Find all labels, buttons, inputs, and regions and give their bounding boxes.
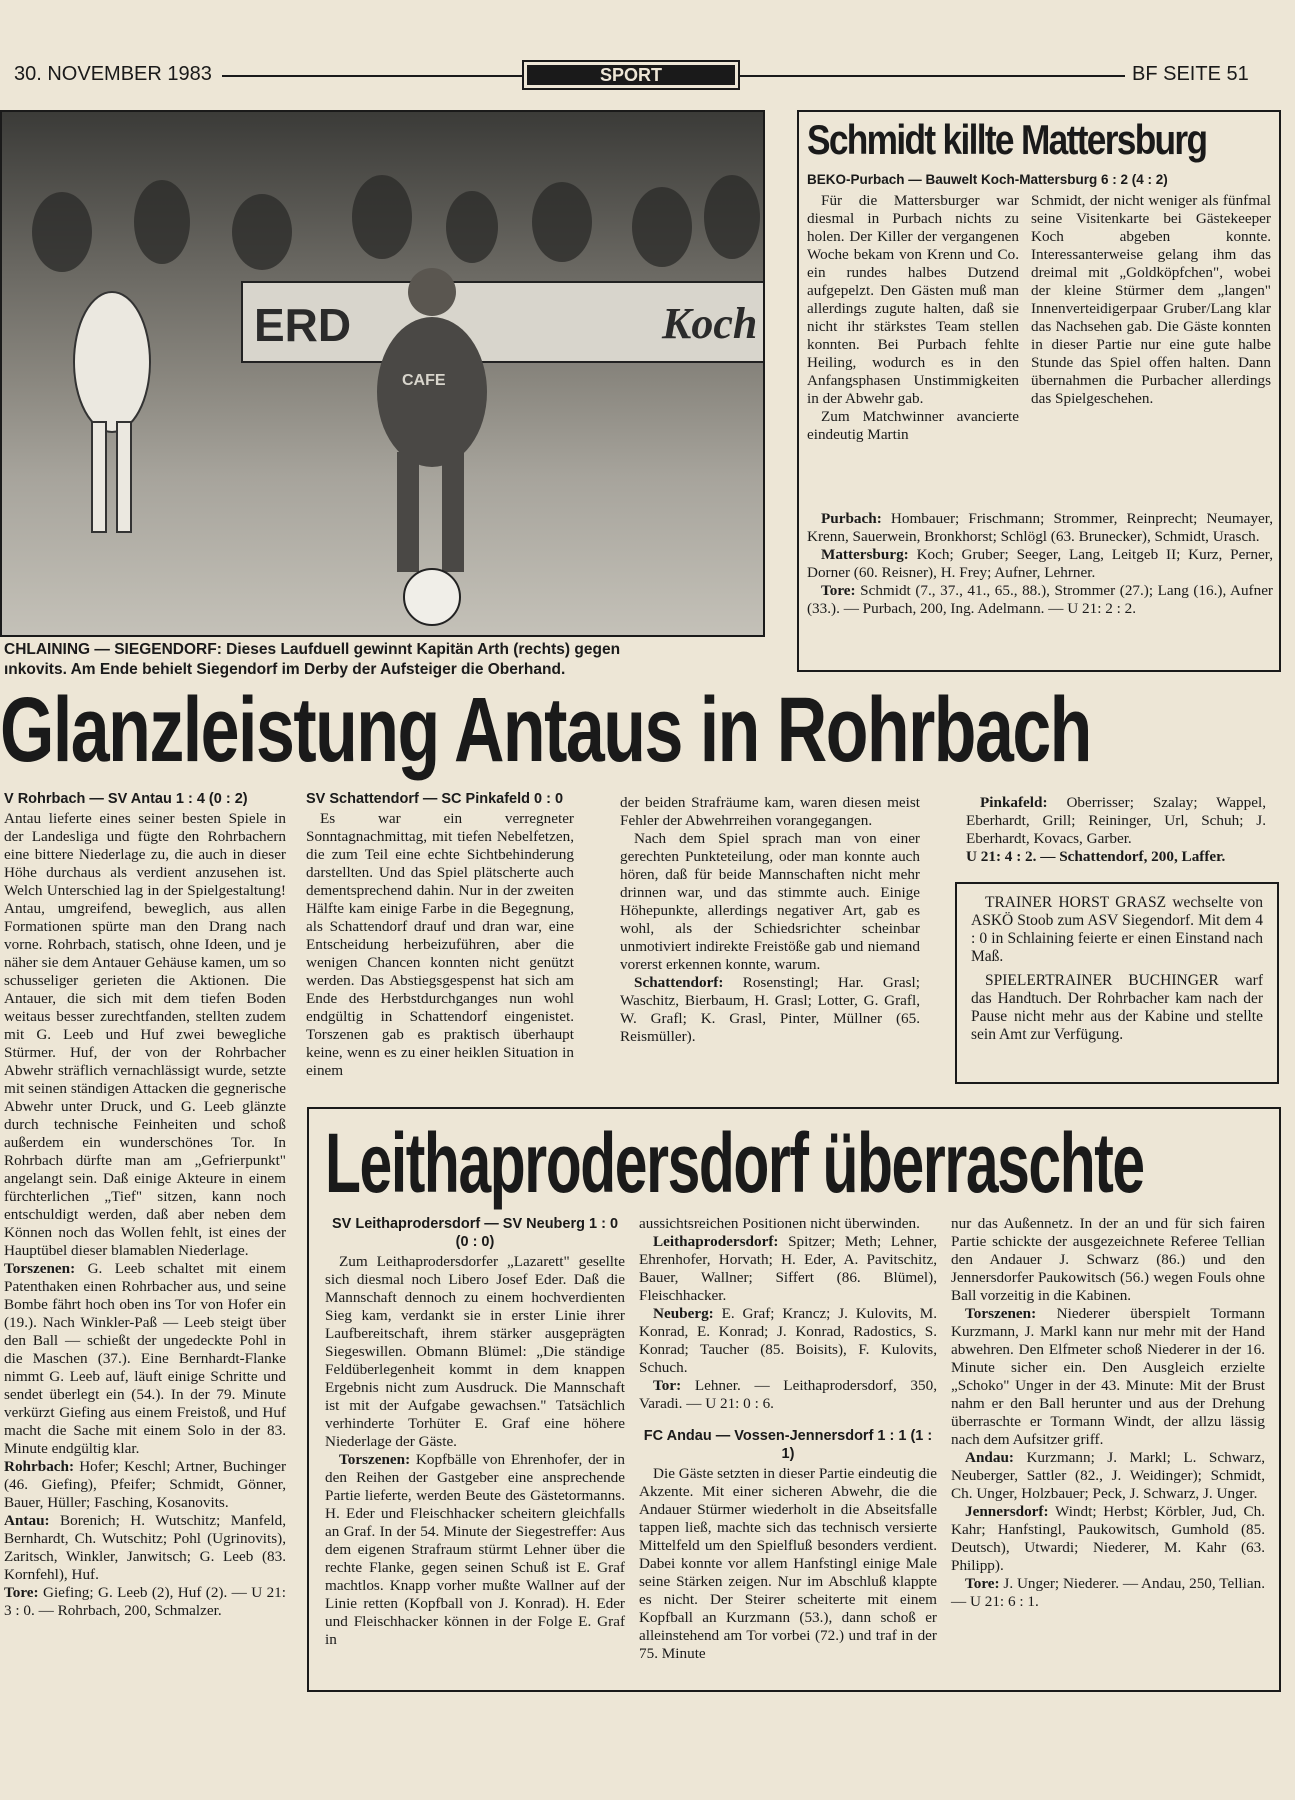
page-header: [0, 60, 1295, 94]
andau-text-2: nur das Außennetz. In der an und für sich fairen Partie schickte der ausgezeichnete Referee Tellian den Andauer J. Schwarz (86.) und den Jennersdorfer Paukowitsch (56.) wegen Fouls ohne Ball vorzeitig in die Kabinen.: [951, 1215, 1265, 1304]
news-text-1: wechselte von ASKÖ Stoob zum ASV Siegendorf. Mit dem 4 : 0 in Schlaining feierte er einen Einstand nach Maß.: [971, 894, 1263, 965]
lineup-text: Kurzmann; J. Markl; L. Schwarz, Neuberger, Sattler (82., J. Weidinger); Schmidt, Ch. Unger, Holzbauer; Peck, J. Schwarz, J. Unger.: [951, 1449, 1265, 1502]
news-content: [971, 894, 1263, 1044]
sign-right: Koch: [662, 299, 758, 348]
scenes-label: Torszenen:: [339, 1451, 411, 1468]
goals-text: Giefing; G. Leeb (2), Huf (2). — U 21: 3 : 0. — Rohrbach, 200, Schmalzer.: [4, 1584, 286, 1619]
schattendorf-text-3: Nach dem Spiel sprach man von einer gerechten Punkteteilung, oder man konnte auch hören, daß für beide Mannschaften nicht mehr drinnen war, und das stimmte auch. Einige Höhepunkte, allerdings negativer Art, gab es wohl, als der Schiedsrichter scheinbar unmotiviert indirekte Freistöße gab und niemand vorerst erkennen konnte, warum.: [620, 830, 920, 973]
lineup-text: E. Graf; Krancz; J. Kulovits, M. Konrad, E. Konrad; J. Konrad, Radostics, S. Konrad; Taucher (85. Boisits), F. Kulovits, Schuch.: [639, 1305, 937, 1376]
lineup-text: Borenich; H. Wutschitz; Manfeld, Bernhardt, Ch. Wutschitz; Pohl (Ugrinovits), Zaritsch, Winkler, Janwitsch; G. Leeb (83. Kornfehl), Huf.: [4, 1512, 287, 1583]
schmidt-article: [797, 110, 1281, 672]
schmidt-text-1: Für die Mattersburger war diesmal in Purbach nichts zu holen. Der Killer der vergangenen Woche bekam von Krenn und Co. ein rundes halbes Dutzend aufgepelzt. Den Gästen muß man allerdings zugute halten, daß sie nicht ihr stärkstes Team stellen konnten. Bei Purbach fehlte Heiling, wodurch es in den Anfangsphasen Unstimmigkeiten in der Abwehr gab.: [807, 192, 1019, 407]
lineup-text: Spitzer; Meth; Lehner, Ehrenhofer, Horvath; H. Eder, A. Pavitschitz, Bauer, Wallner; Siffert (86. Blümel), Fleischhacker.: [639, 1233, 938, 1304]
news-box: [955, 882, 1279, 1084]
leitha-text-2: aussichtsreichen Positionen nicht überwinden.: [639, 1215, 920, 1232]
lineup-label: Schattendorf:: [634, 974, 724, 991]
lineup-text: Koch; Gruber; Seeger, Lang, Leitgeb II; Kurz, Perner, Dorner (60. Reisner), H. Frey; Aufner, Lehrner.: [807, 546, 1274, 581]
schmidt-text-3: Schmidt, der nicht weniger als fünfmal seine Visitenkarte bei Gästekeeper Koch abgeben konnte. Interessanterweise gelang ihm das dreimal mit „Goldköpfchen", wobei der kleine Stürmer dem „langen" Innenverteidigerpaar Gruber/Lang klar das Nachsehen gab. Die Gäste konnten in dieser Partie nur eine gute halbe Stunde das Spiel offen halten. Dann übernahmen die Purbacher allerdings das Spielgeschehen.: [1031, 192, 1271, 407]
lineup-label: Antau:: [4, 1512, 50, 1529]
antau-article: [4, 790, 286, 1620]
antau-text: Antau lieferte eines seiner besten Spiele in der Landesliga und fügte den Rohrbachern eine bittere Niederlage zu, die auch in dieser Höhe durchaus als verdient anzusehen ist. Welch Unterschied lag in der Spielgestaltung! Antau, umgreifend, beweglich, aus allen Formationen spürte man den Drang nach vorne. Rohrbach, statisch, ohne Ideen, und je näher sie dem Antauer Gehäuse kamen, um so schusseliger gerieten die Aktionen. Die Antauer, die sich mit dem tiefen Boden weitaus besser zurechtfanden, stellten zudem mit G. Leeb und Huf zwei bewegliche Stürmer. Huf, der von der Rohrbacher Abwehr sträflich vernachlässigt wurde, setzte mit seinen ständigen Attacken die gegnerische Abwehr unter Druck, und G. Leeb glänzte durch technische Feinheiten und schoß außerdem ein wunderschönes Tor. In Rohrbach dürfte man am „Gefrierpunkt" angelangt sein. Daß einige Akteure in einem fürchterlichen „Tief" sitzen, kann noch entschuldigt werden, daß aber neben dem Können noch das Wollen fehlt, ist eines der Hauptübel dieser blamablen Niederlage.: [4, 810, 286, 1259]
header-date: 30. NOVEMBER 1983: [14, 63, 212, 85]
lineup-label: Leithaprodersdorf:: [653, 1233, 779, 1250]
schattendorf-col-2: [620, 794, 920, 1046]
andau-scenes: Niederer überspielt Tormann Kurzmann, J. Markl kann nur mehr mit der Hand abwehren. Den Elfmeter schoß Niederer in der 16. Minute sicher ein. Den Ausgleich erzielte „Schoko" Unger in der 43. Minute: Mit der Brust nahm er den Ball herunter und aus der Drehung überraschte er Tormann Windt, der allzu lässig nach dem Aufsitzer griff.: [951, 1305, 1265, 1448]
andau-text-1: Die Gäste setzten in dieser Partie eindeutig die Akzente. Mit einer sicheren Abwehr, die die Andauer Stürmer wiederholt in die Abseitsfalle tappen ließ, machte sich das technisch versierte Mittelfeld um den Spielfluß besonders verdient. Dabei konnte vor allem Hanfstingl einige Male seine Stärken zeigen. Nur im Abschluß klappte es nicht. Der Steirer scheiterte mit einem Kopfball an Kurzmann (53.), dann schoß er alleinstehend am Tor vorbei (72.) und traf in der 75. Minute: [639, 1465, 937, 1662]
schattendorf-col-3: [966, 794, 1266, 866]
leitha-col-1: [325, 1215, 625, 1649]
leitha-col-3: [951, 1215, 1265, 1611]
antau-result: V Rohrbach — SV Antau 1 : 4 (0 : 2): [4, 791, 248, 807]
leitha-text-1: Zum Leithaprodersdorfer „Lazarett" gesellte sich diesmal noch Libero Josef Eder. Daß die Mannschaft dennoch zu einem hochverdienten Sieg kam, verdankt sie in erster Linie ihrer Laufbereitschaft, ihrem stärker ausgeprägten Siegeswillen. Obmann Blümel: „Die ständige Feldüberlegenheit kommt in dem knappen Ergebnis nicht zum Ausdruck. Die Mannschaft ist mit der Aufgabe gewachsen." Tatsächlich verhinderte Torhüter E. Graf eine höhere Niederlage der Gäste.: [325, 1253, 625, 1450]
schattendorf-col-1: [306, 790, 574, 1080]
schattendorf-result: SV Schattendorf — SC Pinkafeld 0 : 0: [306, 791, 564, 807]
lineup-label: Andau:: [965, 1449, 1014, 1466]
section-label: SPORT: [527, 65, 735, 85]
leitha-article: [307, 1107, 1281, 1692]
goals-text: Lehner. — Leithaprodersdorf, 350, Varadi. — U 21: 0 : 6.: [639, 1377, 937, 1412]
lineup-text: Hofer; Keschl; Artner, Buchinger (46. Giefing), Pfeifer; Schmidt, Gönner, Bauer, Hüller; Fasching, Kosanovits.: [4, 1458, 287, 1511]
lineup-label: Pinkafeld:: [980, 794, 1048, 811]
schattendorf-text-1: Es war ein verregneter Sonntagnachmittag, mit tiefen Nebelfetzen, die zum Teil eine echte Sichtbehinderung darstellten. Und das Spiel plätscherte auch dementsprechend dahin. Nur in der zweiten Hälfte kam einige Farbe in die Begegnung, als Schattendorf drauf und dran war, eine Entscheidung herbeizuführen, aber die wenigen Chancen konnten nicht genützt werden. Das Abstiegsgespenst hat sich am Ende des Herbstdurchganges nun wohl endgültig in Schattendorf eingenistet. Torszenen gab es praktisch überhaupt keine, wenn es zu einer heiklen Situation in einem: [306, 810, 574, 1079]
header-rule-left: [222, 75, 522, 77]
andau-result: FC Andau — Vossen-Jennersdorf 1 : 1 (1 : 1): [643, 1428, 933, 1462]
schmidt-result: BEKO-Purbach — Bauwelt Koch-Mattersburg 6 : 2 (4 : 2): [807, 172, 1168, 187]
goals-label: Tor:: [653, 1377, 682, 1394]
schmidt-col-1: [807, 192, 1019, 444]
lineup-text: Oberrisser; Szalay; Wappel, Eberhardt, Grill; Reininger, Url, Schuh; J. Eberhardt, Kovacs, Garber.: [966, 794, 1266, 847]
lineup-text: Rosenstingl; Har. Grasl; Waschitz, Bierbaum, H. Grasl; Lotter, G. Grafl, W. Grafl; K. Grasl, Pinter, Müllner (65. Reismüller).: [620, 974, 920, 1045]
antau-scenes: G. Leeb schaltet mit einem Patenthaken einen Rohrbacher aus, und seine Bombe fährt hoch oben ins Tor von Hofer ein (19.). Nach Winkler-Paß — Leeb steigt über den Ball — schießt der ungedeckte Pohl in die Maschen (37.). Eine Bernhardt-Flanke nimmt G. Leeb auf, läuft einige Schritte und sendet überlegt ein (54.). In der 79. Minute verkürzt Giefing aus einem Freistoß, und Huf macht die Sache mit einem Solo in der 83. Minute endgültig klar.: [4, 1260, 287, 1457]
scenes-label: Torszenen:: [965, 1305, 1037, 1322]
antau-headline: Glanzleistung Antaus in Rohrbach: [0, 679, 1091, 781]
leitha-col-2: [639, 1215, 937, 1663]
schattendorf-text-2: der beiden Strafräume kam, waren diesen meist Fehler der Abwehrreihen vorangegangen.: [620, 794, 920, 829]
schmidt-headline: Schmidt killte Mattersburg: [807, 116, 1207, 163]
leitha-result: SV Leithaprodersdorf — SV Neuberg 1 : 0 (0 : 0): [331, 1216, 619, 1250]
match-photo: [0, 110, 765, 637]
lineup-label: Rohrbach:: [4, 1458, 75, 1475]
lineup-text: Windt; Herbst; Körbler, Jud, Ch. Kahr; Hanfstingl, Paukowitsch, Gumhold (85. Deutsch), Utwardi; Niederer, M. Kahr (63. Philipp).: [951, 1503, 1265, 1574]
photo-caption: [4, 640, 768, 680]
jersey-text: CAFE: [402, 372, 446, 389]
schmidt-text-2: Zum Matchwinner avancierte eindeutig Martin: [807, 408, 1019, 443]
leitha-headline: Leithaprodersdorf überraschte: [325, 1116, 1144, 1210]
lineup-label: Jennersdorf:: [965, 1503, 1049, 1520]
sign-left: ERD: [254, 299, 352, 351]
schmidt-col-2: [1031, 192, 1271, 408]
header-page: BF SEITE 51: [1132, 63, 1249, 85]
goals-label: Tore:: [965, 1575, 1000, 1592]
photo-scene: [2, 112, 765, 637]
schmidt-lineups: [807, 510, 1273, 618]
news-text-2: warf das Handtuch. Der Rohrbacher kam nach der Pause nicht mehr aus der Kabine und stellte sein Amt zur Verfügung.: [971, 972, 1264, 1043]
caption-line-2: ınkovits. Am Ende behielt Siegendorf im Derby der Aufsteiger die Oberhand.: [4, 661, 566, 678]
goals-label: Tore:: [4, 1584, 39, 1601]
news-lead-2: SPIELERTRAINER BUCHINGER: [985, 972, 1219, 989]
lineup-text: Hombauer; Frischmann; Strommer, Reinprecht; Neumayer, Krenn, Sauerwein, Bronkhorst; Schlögl (63. Brunecker), Schmidt, Urasch.: [807, 510, 1273, 545]
goals-text: J. Unger; Niederer. — Andau, 250, Tellian. — U 21: 6 : 1.: [951, 1575, 1265, 1610]
lineup-label: Neuberg:: [653, 1305, 714, 1322]
leitha-scenes: Kopfbälle von Ehrenhofer, der in den Reihen der Gastgeber eine ansprechende Partie lieferte, werden Beute des Gästetormanns. H. Eder und Fleischhacker scheitern gleichfalls an Graf. In der 54. Minute der Siegestreffer: Aus dem eigenen Strafraum stürmt Lehner über die rechte Flanke, gegen seinen Schuß ist E. Graf machtlos. Knapp vorher mußte Wallner auf der Linie retten (Kopfball von J. Konrad). H. Eder und Fleischhacker können in der Folge E. Graf in: [325, 1451, 626, 1648]
schattendorf-u21: U 21: 4 : 2. — Schattendorf, 200, Laffer.: [966, 848, 1226, 865]
lineup-label: Mattersburg:: [821, 546, 909, 563]
goals-text: Schmidt (7., 37., 41., 65., 88.), Strommer (27.); Lang (16.), Aufner (33.). — Purbach, 200, Ing. Adelmann. — U 21: 2 : 2.: [807, 582, 1273, 617]
caption-line-1: CHLAINING — SIEGENDORF: Dieses Laufduell gewinnt Kapitän Arth (rechts) gegen: [4, 641, 621, 658]
scenes-label: Torszenen:: [4, 1260, 76, 1277]
news-lead-1: TRAINER HORST GRASZ: [985, 894, 1167, 911]
section-badge: [522, 60, 740, 90]
goals-label: Tore:: [821, 582, 856, 599]
lineup-label: Purbach:: [821, 510, 882, 527]
header-rule-right: [740, 75, 1125, 77]
